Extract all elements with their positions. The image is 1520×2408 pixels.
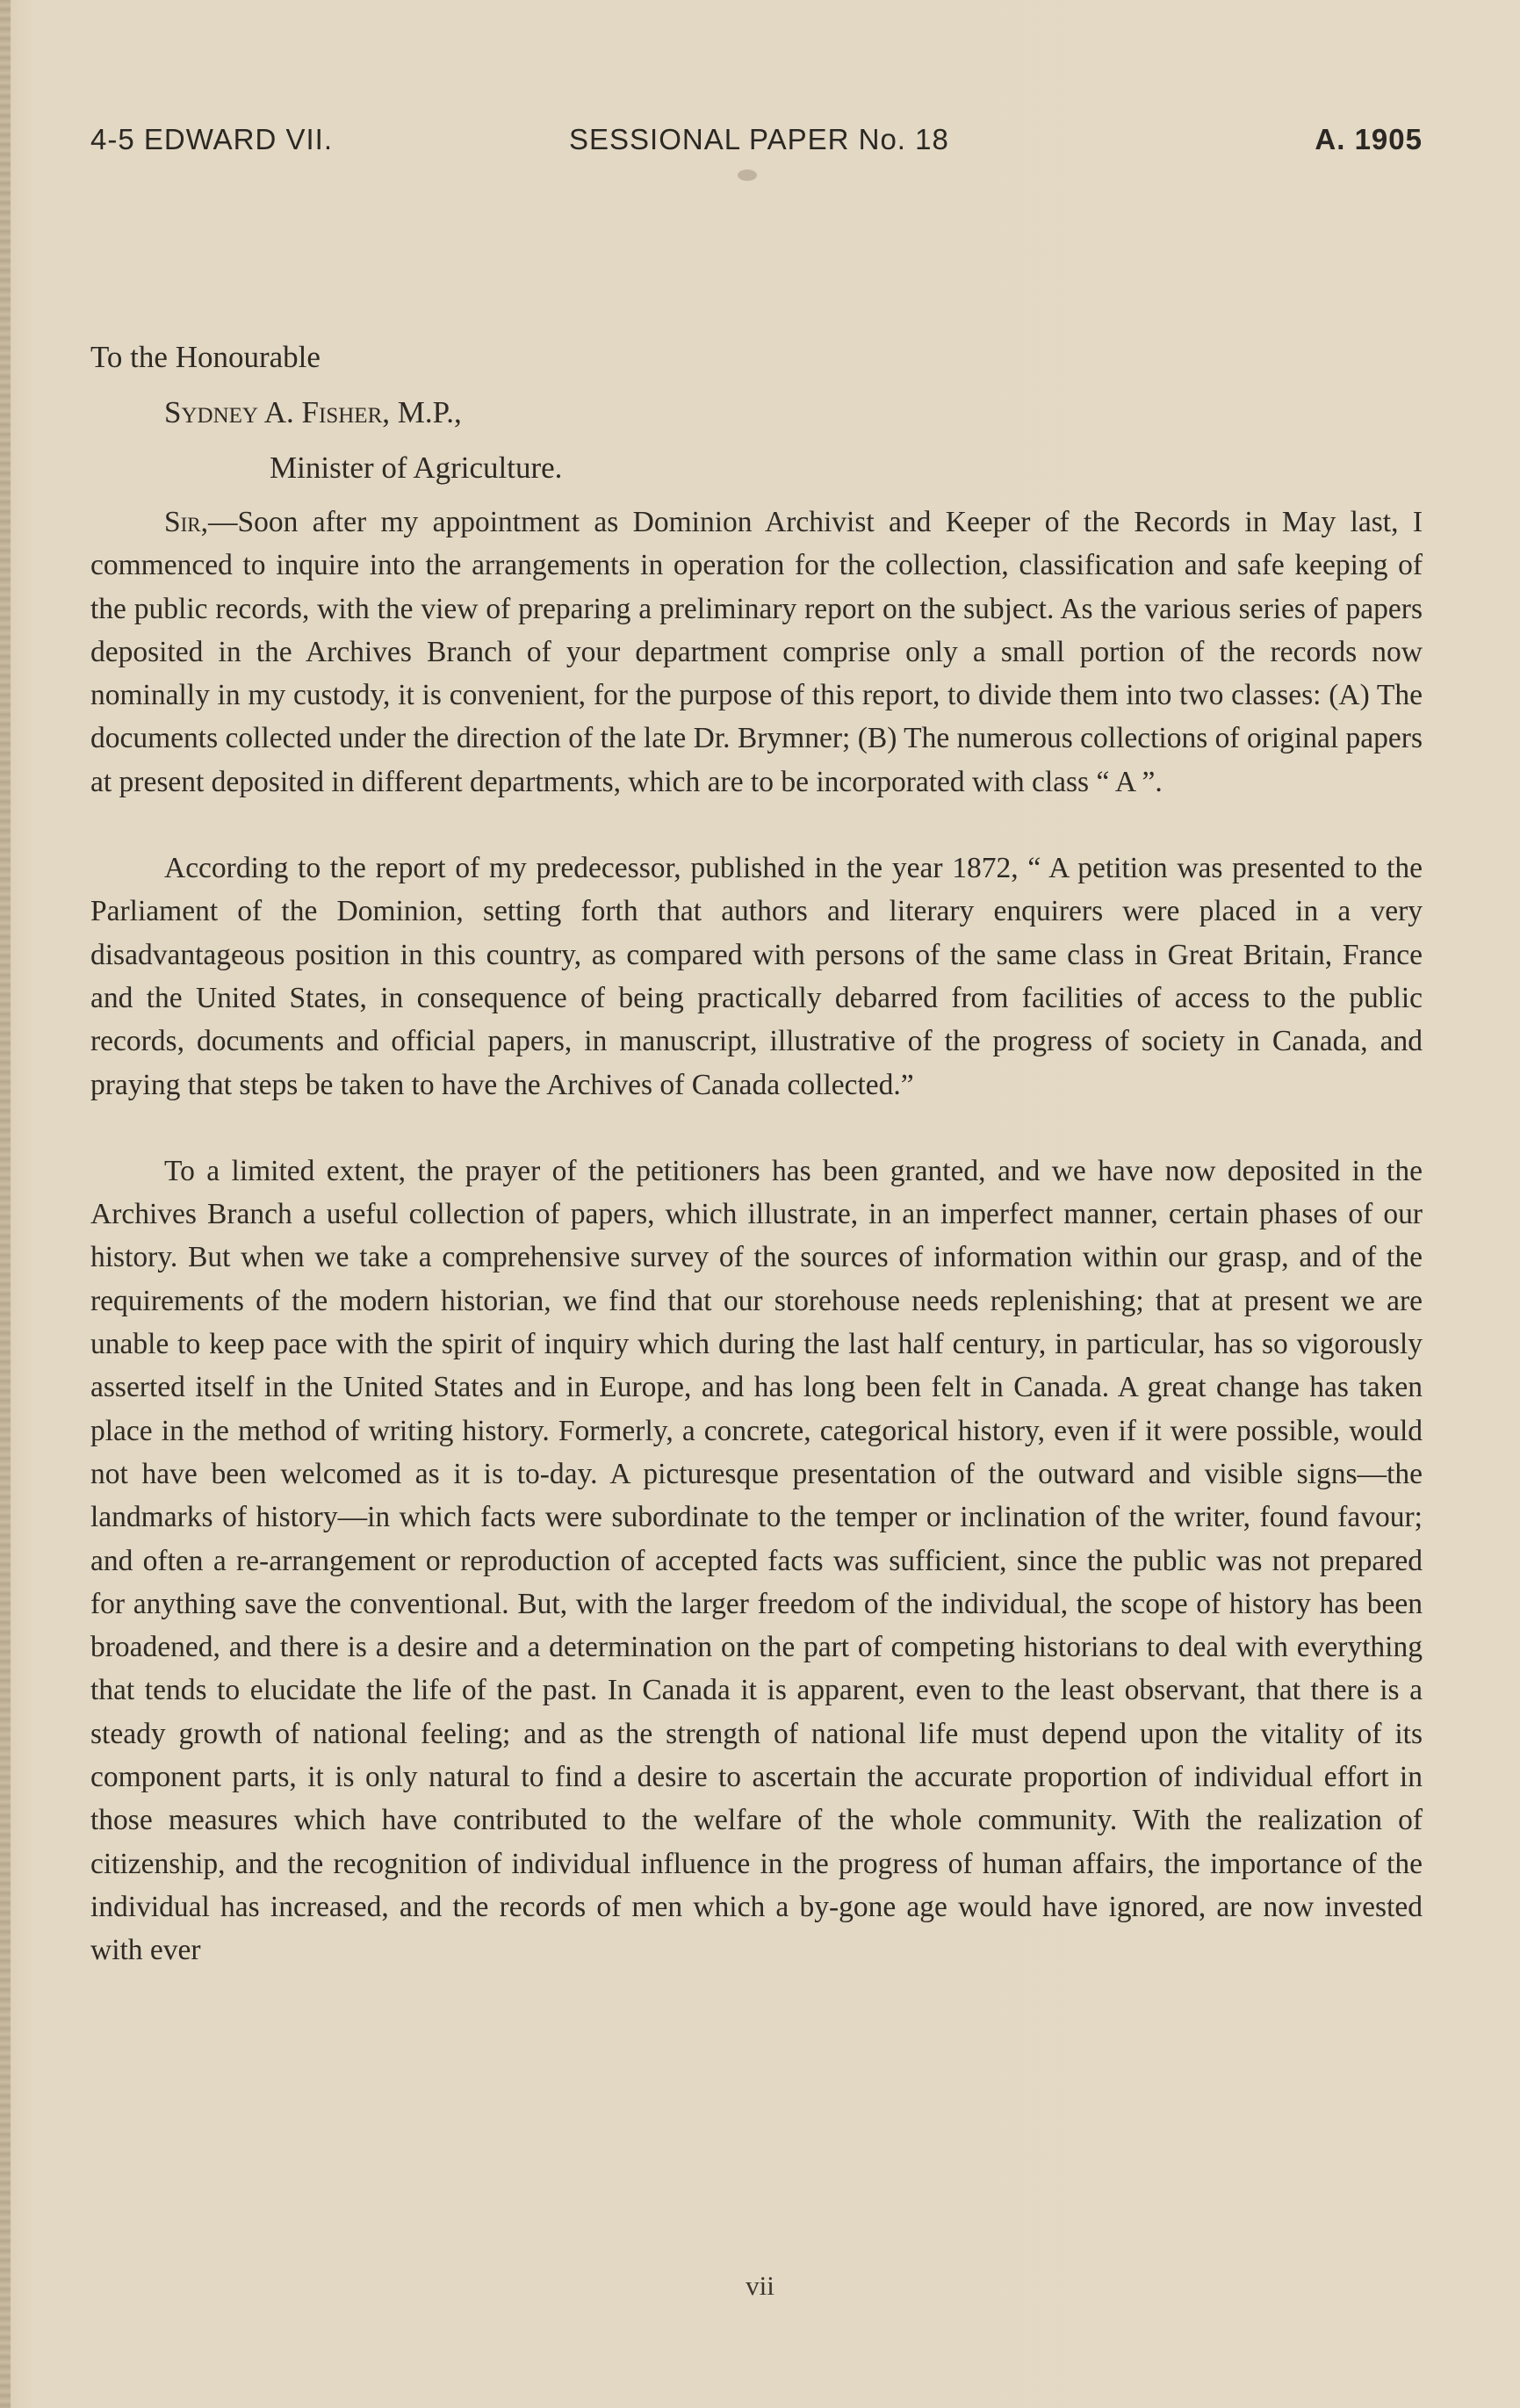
addressee-block <box>90 329 562 495</box>
addressee-name-line <box>90 385 562 440</box>
salutation: Sir, <box>164 506 209 538</box>
header-regnal-year: 4-5 EDWARD VII. <box>90 123 333 155</box>
paragraph-1-text: —Soon after my appointment as Dominion Archivist and Keeper of the Records in May last, I commenced to inquire into the arrangements in operation for the collection, classification and safe keeping of the public records, with the view of preparing a preliminary report on the subject. As the various series of papers deposited in the Archives Branch of your department comprise only a small portion of the records now nominally in my custody, it is convenient, for the purpose of this report, to divide them into two classes: (A) The documents collected under the direction of the late Dr. Brymner; (B) The numerous collections of original papers at present deposited in different departments, which are to be incorporated with class “ A ”. <box>90 506 1423 798</box>
page-number: vii <box>746 2270 774 2301</box>
addressee-title: Minister of Agriculture. <box>270 451 563 485</box>
header-sessional-paper: SESSIONAL PAPER No. 18 <box>569 123 949 155</box>
ink-smudge <box>738 169 757 181</box>
running-header <box>90 123 1423 167</box>
paragraph-2: According to the report of my predecessor, published in the year 1872, “ A petition was presented to the Parliament of the Dominion, setting forth that authors and literary enquirers were placed in a very disadvantageous position in this country, as compared with persons of the same class in Great Britain, France and the United States, in consequence of being practically debarred from facilities of access to the public records, documents and official papers, in manuscript, illustrative of the progress of society in Canada, and praying that steps be taken to have the Archives of Canada collected.” <box>90 852 1423 1101</box>
addressee-suffix: , M.P., <box>382 395 462 429</box>
header-year: A. 1905 <box>1315 123 1423 155</box>
paragraph-1 <box>90 501 1423 804</box>
addressee-name: Sydney A. Fisher <box>164 395 383 429</box>
letter-body <box>90 501 1423 1972</box>
paragraph-3: To a limited extent, the prayer of the petitioners has been granted, and we have now deposited in the Archives Branch a useful collection of papers, which illustrate, in an imperfect manner, certain phases of our history. But when we take a comprehensive survey of the sources of information within our grasp, and of the requirements of the modern historian, we find that our storehouse needs replenishing; that at present we are unable to keep pace with the spirit of inquiry which during the last half century, in particular, has so vigorously asserted itself in the United States and in Europe, and has long been felt in Canada. A great change has taken place in the method of writing history. Formerly, a concrete, categorical history, even if it were possible, would not have been welcomed as it is to-day. A picturesque presentation of the outward and visible signs—the landmarks of history—in which facts were subordinate to the temper or inclination of the writer, found favour; and often a re-arrangement or reproduction of accepted facts was sufficient, since the public was not prepared for anything save the conventional. But, with the larger freedom of the individual, the scope of history has been broadened, and there is a desire and a determination on the part of competing historians to deal with everything that tends to elucidate the life of the past. In Canada it is apparent, even to the least observant, that there is a steady growth of national feeling; and as the strength of national life must depend upon the vitality of its component parts, it is only natural to find a desire to ascertain the accurate proportion of individual effort in those measures which have contributed to the welfare of the whole community. With the realization of citizenship, and the recognition of individual influence in the progress of human affairs, the importance of the individual has increased, and the records of men which a by-gone age would have ignored, are now invested with ever <box>90 1154 1423 1967</box>
binding-edge <box>0 0 11 2408</box>
addressee-line: To the Honourable <box>90 340 321 374</box>
